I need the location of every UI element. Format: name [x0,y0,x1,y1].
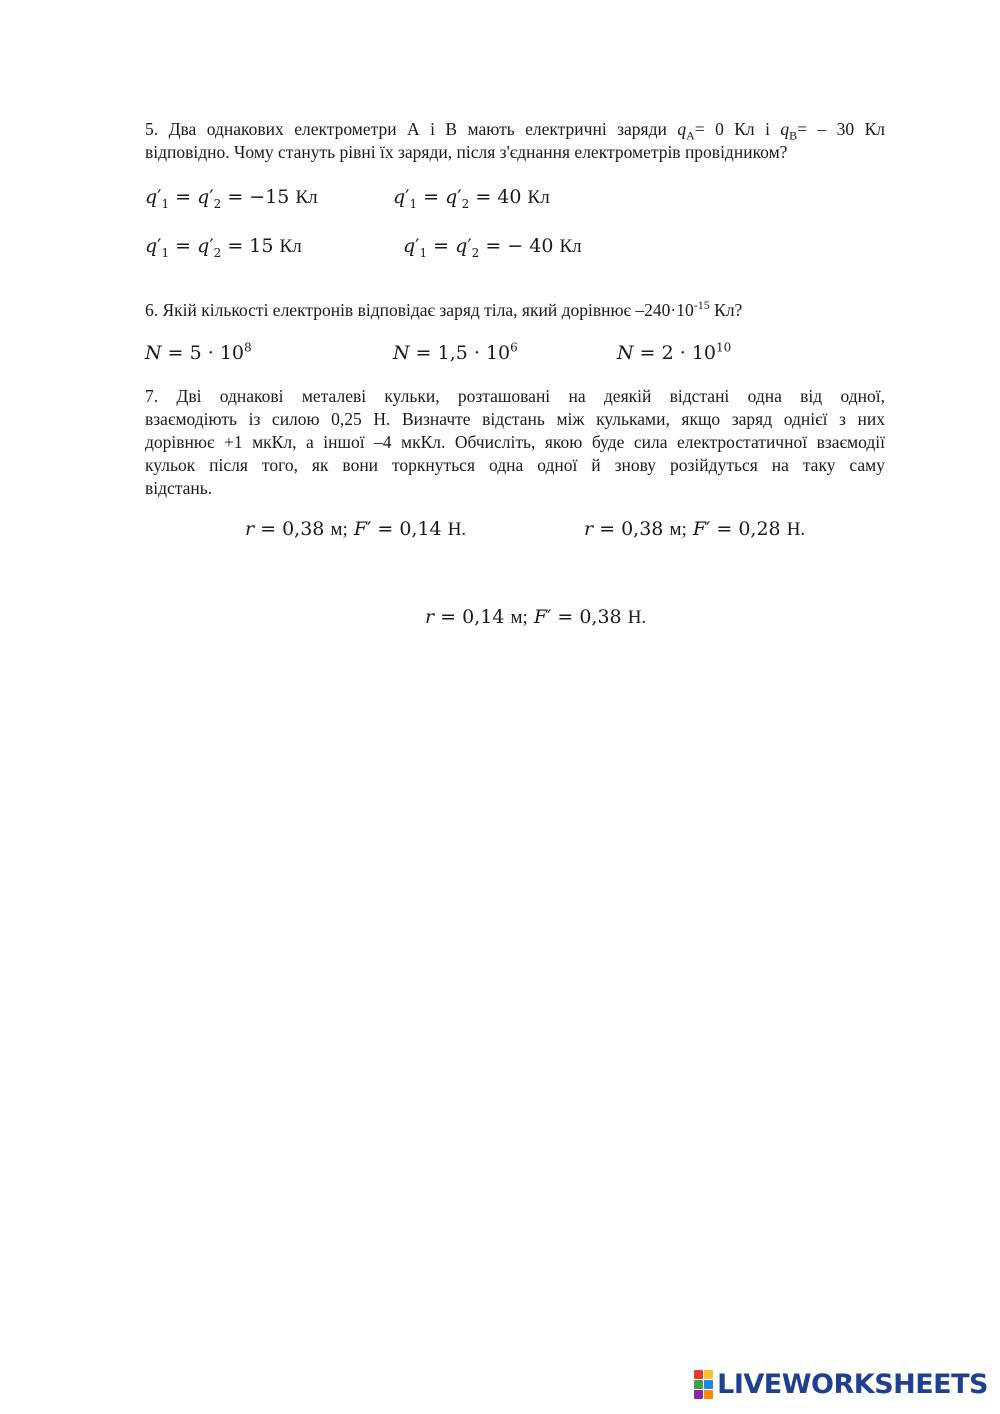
liveworksheets-logo [694,1368,988,1400]
liveworksheets-logo-icon [694,1370,713,1399]
logo-square [704,1370,713,1379]
q6-option-1[interactable]: $N = 5 \cdot 10^8$ [145,340,252,364]
q7-option-2[interactable]: r = 0,38 м; F′ = 0,28 Н. [584,518,806,540]
q5-option-4[interactable]: $q'_1 = q'_2$ = − 40 Кл [403,235,582,260]
q6-option-3[interactable]: $N = 2 \cdot 10^{10}$ [617,340,732,364]
logo-square [694,1390,703,1399]
logo-square [694,1380,703,1389]
question-7-text: 7. Дві однакові металеві кульки, розташовані на деякій відстані одна від одної, взаємодіють із силою 0,25 Н. Визначте відстань між кульками, якщо заряд однієї з них дорівнює +1 мкКл, а іншої –4 мкКл. Обчисліть, якою буде сила електростатичної взаємодії кульок після того, як вони торкнуться одна одної й знову розійдуться на таку саму відстань. [145,386,885,498]
q5-option-3[interactable]: $q'_1 = q'_2 = 15$ Кл [145,235,302,260]
q7-option-3[interactable]: r = 0,14 м; F′ = 0,38 Н. [425,606,647,628]
logo-square [704,1380,713,1389]
logo-square [694,1370,703,1379]
charge-b-symbol: q [780,119,790,139]
question-6-text: 6. Якій кількості електронів відповідає заряд тіла, який дорівнює $-240\cdot 10^{-15}$ Кл? [145,298,743,320]
liveworksheets-logo-text: LIVEWORKSHEETS [717,1368,988,1400]
q5-option-2[interactable]: $q'_1 = q'_2 = 40$ Кл [393,186,550,211]
question-5-text: 5. Два однакових електрометри А і В мають електричні заряди $q_A= 0$ Кл і $q_B= - 30$ Кл відповідно. Чому стануть рівні їх заряди, після з'єднання електрометрів провідником? [145,119,886,162]
q5-option-1[interactable]: $q'_1 = q'_2 = -15$ Кл [145,186,318,211]
q6-option-2[interactable]: $N = 1,5 \cdot 10^6$ [393,340,518,364]
logo-square [704,1390,713,1399]
charge-a-symbol: q [677,119,687,139]
q7-option-1[interactable]: r = 0,38 м; F′ = 0,14 Н. [245,518,467,540]
